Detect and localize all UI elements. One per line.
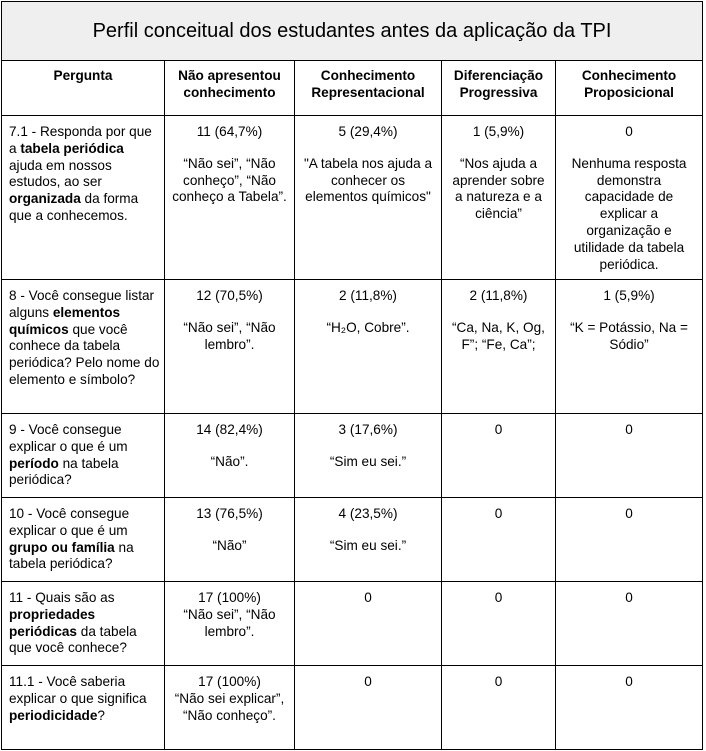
answer-cell bbox=[442, 666, 556, 750]
table-row bbox=[2, 498, 703, 582]
question-cell bbox=[2, 582, 165, 666]
answer-count: 3 (17,6%) bbox=[338, 422, 398, 437]
answer-count: 0 bbox=[364, 590, 372, 605]
answer-count: 0 bbox=[494, 506, 503, 521]
answer-cell bbox=[165, 498, 295, 582]
answer-count: 0 bbox=[625, 590, 633, 605]
question-text: 10 - Você consegue explicar o que é um bbox=[9, 506, 130, 538]
answer-count: 0 bbox=[625, 422, 633, 437]
question-text: ajuda em nossos estudos, ao ser bbox=[9, 157, 112, 190]
answer-quote: “Nos ajuda a aprender sobre a natureza e a ciência” bbox=[452, 155, 545, 222]
table-row bbox=[2, 414, 703, 498]
answer-count: 0 bbox=[625, 506, 633, 521]
answer-quote: “Não sei explicar”, “Não conheço”. bbox=[174, 690, 285, 723]
table-row bbox=[2, 280, 703, 414]
answer-cell bbox=[442, 414, 556, 498]
results-table bbox=[1, 1, 703, 750]
answer-count: 12 (70,5%) bbox=[196, 288, 263, 303]
question-text: 7.1 - Responda por que a bbox=[9, 124, 152, 156]
answer-quote: “Não” bbox=[212, 537, 247, 553]
question-text: ? bbox=[97, 707, 105, 723]
question-text: 9 - Você consegue explicar o que é um bbox=[9, 422, 128, 454]
answer-cell bbox=[165, 666, 295, 750]
answer-quote: Nenhuma resposta demonstra capacidade de explicar a organização e utilidade da tabela periódica. bbox=[571, 155, 687, 272]
answer-cell bbox=[556, 582, 703, 666]
header-no-knowledge: Não apresentou conhecimento bbox=[165, 61, 295, 116]
question-keyword: grupo ou família bbox=[9, 539, 115, 555]
answer-quote: “Não sei”, “Não conheço”, “Não conheço a Tabela”. bbox=[172, 155, 287, 205]
question-text: da tabela que você conhece? bbox=[9, 623, 137, 656]
table-row bbox=[2, 582, 703, 666]
table-row bbox=[2, 666, 703, 750]
answer-count: 17 (100%) bbox=[198, 674, 261, 689]
question-text: que você conhece da tabela periódica? Pelo nome do elemento e símbolo? bbox=[9, 321, 160, 387]
answer-cell bbox=[165, 414, 295, 498]
question-keyword: periodicidade bbox=[9, 707, 98, 723]
answer-cell bbox=[442, 582, 556, 666]
answer-count: 17 (100%) bbox=[198, 590, 261, 605]
question-text: 11 - Quais são as bbox=[9, 590, 115, 605]
answer-count: 0 bbox=[494, 422, 503, 437]
answer-cell bbox=[442, 280, 556, 414]
answer-cell bbox=[295, 582, 442, 666]
answer-cell bbox=[165, 116, 295, 280]
answer-quote: "A tabela nos ajuda a conhecer os elementos químicos" bbox=[303, 155, 433, 205]
answer-cell bbox=[165, 582, 295, 666]
header-row bbox=[2, 61, 703, 116]
answer-count: 13 (76,5%) bbox=[196, 506, 263, 521]
table-row bbox=[2, 116, 703, 280]
answer-quote: “Sim eu sei.” bbox=[329, 453, 407, 469]
answer-count: 5 (29,4%) bbox=[338, 124, 398, 139]
question-cell bbox=[2, 666, 165, 750]
question-keyword: organizada bbox=[9, 191, 81, 207]
question-text: 11.1 - Você saberia explicar o que significa bbox=[9, 674, 147, 706]
header-propositional: Conhecimento Proposicional bbox=[556, 61, 703, 116]
question-keyword: tabela periódica bbox=[20, 140, 124, 156]
answer-quote: “Não”. bbox=[210, 453, 249, 469]
question-text: na tabela periódica? bbox=[9, 539, 134, 572]
answer-quote: “K = Potássio, Na = Sódio” bbox=[570, 319, 688, 352]
answer-cell bbox=[165, 280, 295, 414]
question-text: 8 - Você consegue listar alguns bbox=[9, 288, 155, 320]
answer-quote: “Sim eu sei.” bbox=[329, 537, 407, 553]
question-cell bbox=[2, 498, 165, 582]
answer-count: 4 (23,5%) bbox=[338, 506, 398, 521]
table-title: Perfil conceitual dos estudantes antes da aplicação da TPI bbox=[2, 2, 703, 61]
answer-cell bbox=[295, 666, 442, 750]
answer-cell bbox=[295, 280, 442, 414]
header-question: Pergunta bbox=[2, 61, 165, 116]
answer-cell bbox=[556, 414, 703, 498]
answer-count: 1 (5,9%) bbox=[603, 288, 655, 303]
answer-count: 2 (11,8%) bbox=[339, 288, 397, 303]
answer-quote: “Ca, Na, K, Og, F”; “Fe, Ca”; bbox=[452, 319, 545, 352]
answer-cell bbox=[295, 498, 442, 582]
question-keyword: propriedades periódicas bbox=[9, 606, 96, 639]
answer-count: 0 bbox=[494, 674, 503, 689]
answer-cell bbox=[295, 414, 442, 498]
answer-cell bbox=[556, 116, 703, 280]
answer-cell bbox=[442, 498, 556, 582]
header-progressive: Diferenciação Progressiva bbox=[442, 61, 556, 116]
answer-count: 0 bbox=[494, 590, 503, 605]
answer-count: 0 bbox=[364, 674, 372, 689]
question-text: da forma que a conhecemos. bbox=[9, 191, 139, 223]
question-text: na tabela periódica? bbox=[9, 455, 119, 488]
answer-cell bbox=[556, 666, 703, 750]
question-keyword: período bbox=[9, 455, 59, 471]
title-row bbox=[2, 2, 703, 61]
answer-quote: “Não sei”, “Não lembro”. bbox=[183, 606, 276, 639]
answer-count: 14 (82,4%) bbox=[196, 422, 263, 437]
question-cell bbox=[2, 116, 165, 280]
answer-count: 11 (64,7%) bbox=[196, 124, 263, 139]
answer-count: 0 bbox=[625, 124, 633, 139]
answer-cell bbox=[556, 280, 703, 414]
answer-cell bbox=[556, 498, 703, 582]
answer-quote: “H₂O, Cobre”. bbox=[326, 319, 410, 335]
answer-quote: “Não sei”, “Não lembro”. bbox=[183, 319, 276, 352]
answer-cell bbox=[442, 116, 556, 280]
question-cell bbox=[2, 414, 165, 498]
answer-cell bbox=[295, 116, 442, 280]
answer-count: 1 (5,9%) bbox=[472, 124, 525, 139]
header-representational: Conhecimento Representacional bbox=[295, 61, 442, 116]
question-keyword: elementos químicos bbox=[9, 304, 121, 337]
answer-count: 2 (11,8%) bbox=[469, 288, 528, 303]
question-cell bbox=[2, 280, 165, 414]
answer-count: 0 bbox=[625, 674, 633, 689]
